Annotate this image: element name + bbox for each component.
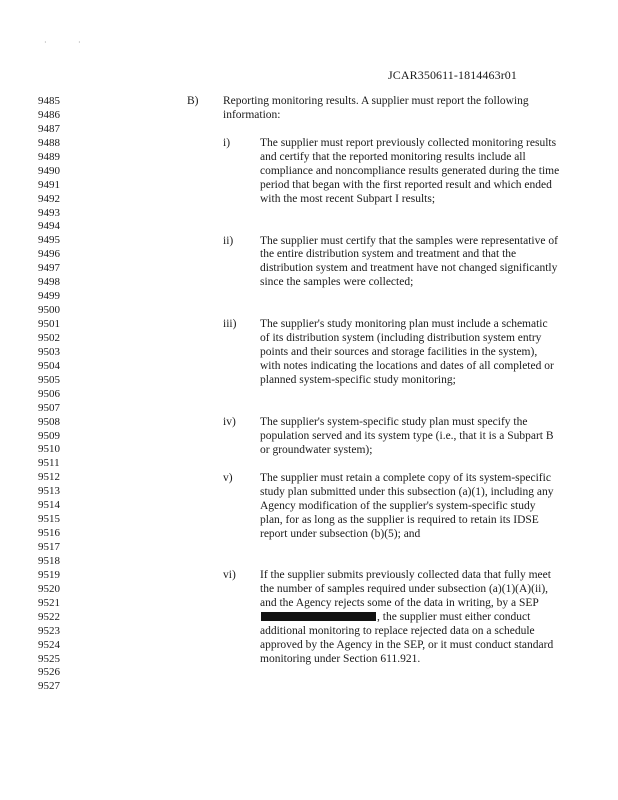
line-number-column [38, 95, 78, 694]
scan-speck: · [78, 38, 81, 47]
line-number: 9509 [38, 429, 60, 442]
line-number: 9514 [38, 499, 60, 512]
item-label-ii: ii) [223, 234, 234, 247]
scan-speck: · [44, 38, 47, 47]
line-number: 9527 [38, 680, 60, 693]
item-label-iv: iv) [223, 416, 236, 428]
line-number: 9511 [38, 457, 60, 470]
line-number: 9505 [38, 373, 60, 386]
line-number: 9526 [38, 666, 60, 679]
line-number: 9489 [38, 150, 60, 163]
line-number: 9513 [38, 485, 60, 498]
line-number: 9508 [38, 415, 60, 428]
redaction-bar [261, 612, 376, 621]
line-number: 9525 [38, 652, 60, 665]
line-number: 9485 [38, 95, 60, 107]
line-number: 9491 [38, 178, 60, 191]
line-number: 9502 [38, 331, 60, 344]
line-number: 9501 [38, 318, 60, 330]
line-number: 9520 [38, 582, 60, 595]
line-number: 9516 [38, 527, 60, 540]
line-number: 9490 [38, 164, 60, 177]
line-number: 9496 [38, 248, 60, 261]
line-number: 9499 [38, 290, 60, 303]
line-number: 9515 [38, 513, 60, 526]
line-number: 9487 [38, 122, 60, 135]
line-number: 9524 [38, 638, 60, 651]
item-label-v: v) [223, 472, 233, 484]
item-text-v: The supplier must retain a complete copy of its system-specific study plan submitted under this subsection (a)(1), including any Agency modification of the supplier's system-specific study plan, for as long as the supplier is required to retain its IDSE report under subsection (b)(5); and [260, 472, 554, 540]
item-text-vi [260, 569, 560, 667]
line-number: 9494 [38, 220, 60, 233]
item-text-ii: The supplier must certify that the samples were representative of the entire distribution system and treatment and that the distribution system and treatment have not changed significantly since the samples were collected; [260, 234, 558, 289]
item-text-iv: The supplier's system-specific study plan must specify the population served and its system type (i.e., that it is a Subpart B or groundwater system); [260, 416, 554, 456]
line-number: 9521 [38, 596, 60, 609]
line-number: 9512 [38, 471, 60, 484]
line-number: 9504 [38, 359, 60, 372]
line-number: 9498 [38, 276, 60, 289]
line-number: 9510 [38, 443, 60, 456]
item-text-vi-before: If the supplier submits previously collected data that fully meet the number of samples required under subsection (a)(1)(A)(ii), and the Agency rejects some of the data in writing, by a SEP [260, 569, 551, 609]
line-number: 9522 [38, 610, 60, 623]
line-number: 9500 [38, 304, 60, 317]
line-number: 9497 [38, 262, 60, 275]
line-number: 9493 [38, 206, 60, 219]
line-number: 9495 [38, 234, 60, 247]
line-number: 9523 [38, 624, 60, 637]
line-number: 9518 [38, 554, 60, 567]
item-label-vi: vi) [223, 569, 236, 581]
section-text: Reporting monitoring results. A supplier must report the following information: [223, 95, 529, 121]
item-label-i: i) [223, 137, 231, 149]
item-label-iii: iii) [223, 318, 237, 330]
section-label: B) [187, 95, 199, 107]
line-number: 9492 [38, 192, 60, 205]
line-number: 9507 [38, 401, 60, 414]
item-text-vi-after: , the supplier must either conduct additional monitoring to replace rejected data on a schedule approved by the Agency in the SEP, or it must conduct standard monitoring under Section 611.921. [260, 610, 554, 665]
item-text-i: The supplier must report previously collected monitoring results and certify that the reported monitoring results include all compliance and noncompliance results generated during the time period that began with the first reported result and which ended with the most recent Subpart I results; [260, 137, 560, 205]
line-number: 9503 [38, 345, 60, 358]
line-number: 9506 [38, 387, 60, 400]
line-number: 9519 [38, 568, 60, 581]
document-id: JCAR350611-1814463r01 [388, 68, 517, 82]
line-number: 9488 [38, 136, 60, 149]
item-text-iii: The supplier's study monitoring plan must include a schematic of its distribution system (including distribution system entry points and their sources and storage facilities in the system), with notes indicating the locations and dates of all completed or planned system-specific study monitoring; [260, 318, 554, 386]
line-number: 9486 [38, 108, 60, 121]
line-number: 9517 [38, 541, 60, 553]
